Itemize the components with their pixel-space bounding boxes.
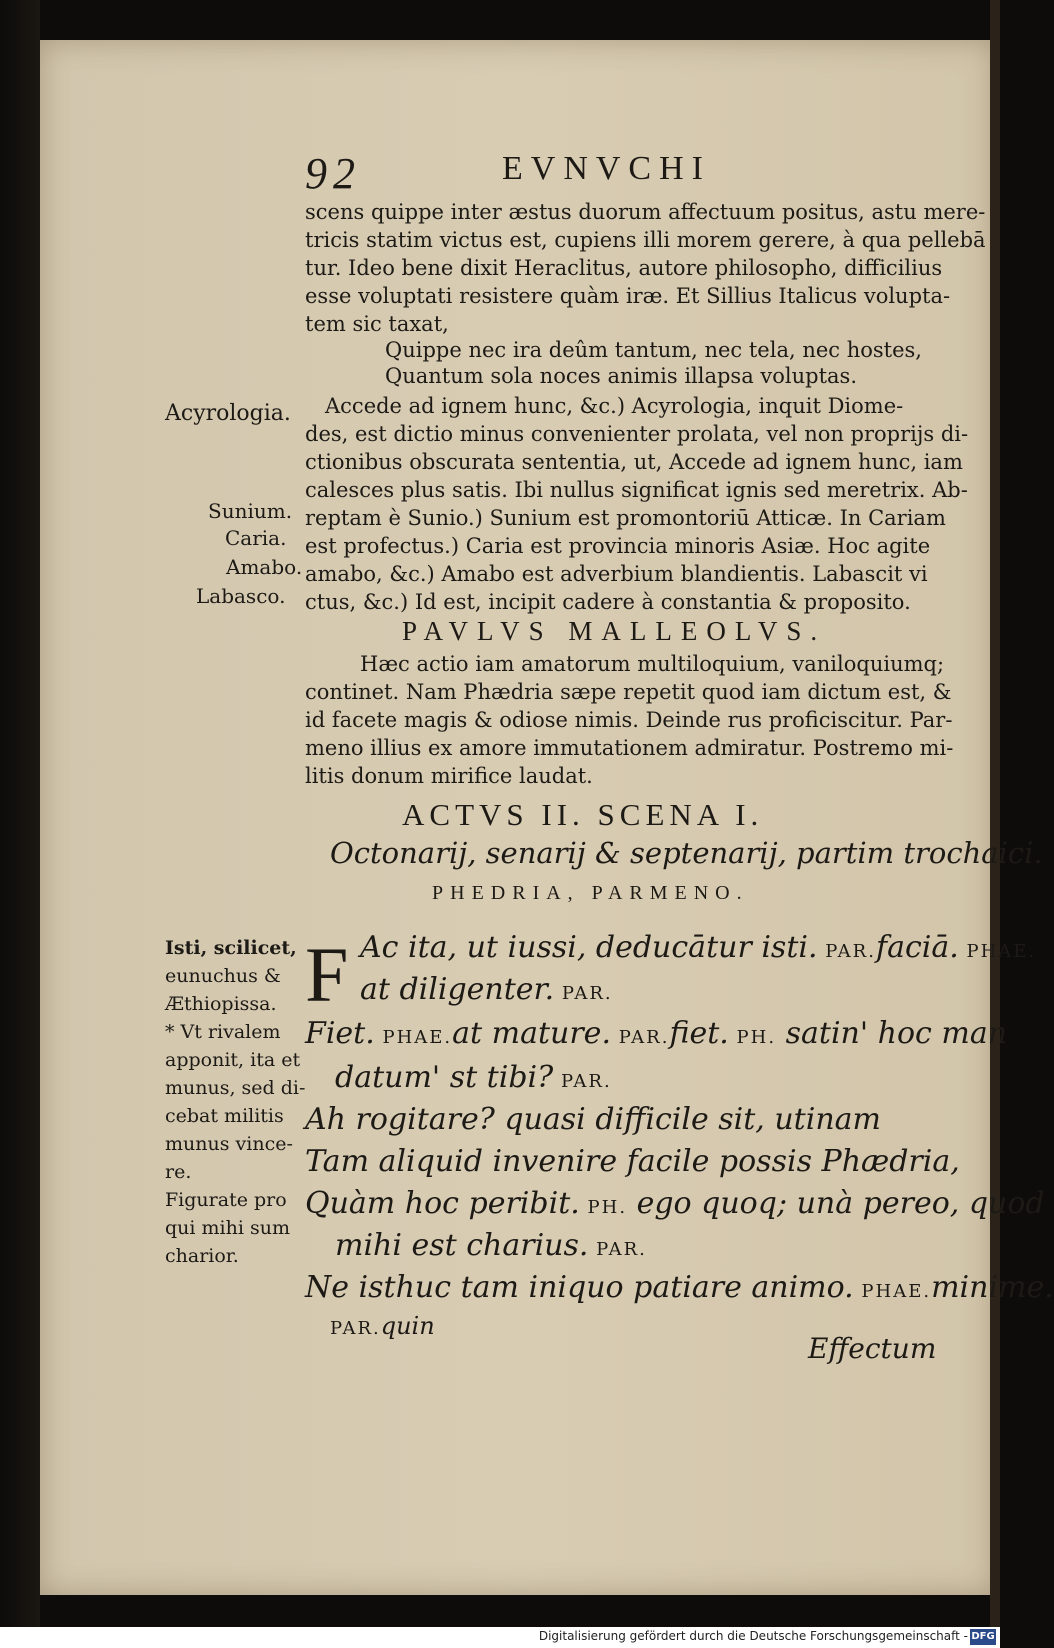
side-note-line: eunuchus &: [165, 965, 281, 987]
side-note-line: munus, sed di-: [165, 1077, 306, 1099]
dialogue-text: Tam aliquid invenire facile possis Phædria,: [305, 1144, 960, 1179]
speaker-label: PHAE.: [958, 941, 1037, 962]
commentary-line: tur. Ideo bene dixit Heraclitus, autore philosopho, difficilius: [305, 256, 943, 280]
speaker-label: PAR.: [588, 1239, 647, 1260]
speaker-label: PH.: [579, 1197, 628, 1218]
digitization-footer: [0, 1627, 1000, 1648]
speaker-label: PAR.: [817, 941, 876, 962]
side-note-line: Isti, scilicet,: [165, 937, 297, 959]
running-title: EVNVCHI: [502, 150, 711, 187]
side-note-line: * Vt rivalem: [165, 1021, 281, 1043]
side-note-line: cebat militis: [165, 1105, 284, 1127]
play-line: [305, 1270, 1054, 1305]
verse-line: Quantum sola noces animis illapsa voluptas.: [385, 364, 858, 388]
margin-term: Sunium.: [208, 499, 293, 523]
side-note-line: charior.: [165, 1245, 239, 1267]
commentary-line: tem sic taxat,: [305, 312, 449, 336]
act-heading: ACTVS II. SCENA I.: [402, 797, 764, 832]
dialogue-text: satin' hoc man: [776, 1016, 1008, 1051]
argument-line: Hæc actio iam amatorum multiloquium, vaniloquiumq;: [360, 652, 945, 676]
side-note-line: qui mihi sum: [165, 1217, 290, 1239]
dialogue-text: Fiet.: [305, 1016, 375, 1051]
drop-cap: F: [305, 931, 349, 1018]
speaker-label: PAR.: [553, 1071, 612, 1092]
play-line: [305, 1186, 1045, 1221]
gloss-line: amabo, &c.) Amabo est adverbium blandientis. Labascit vi: [305, 562, 928, 586]
dialogue-text: ego quoq; unà pereo, quod: [627, 1186, 1045, 1221]
margin-term: Acyrologia.: [165, 401, 291, 426]
play-line: [305, 1144, 960, 1179]
play-line: [305, 1016, 1007, 1051]
catchword: Effectum: [808, 1332, 937, 1365]
meter-line: Octonarij, senarij & septenarij, partim trochaici.: [330, 836, 1043, 870]
gloss-line: des, est dictio minus convenienter prolata, vel non proprijs di-: [305, 422, 969, 446]
dialogue-text: at mature.: [452, 1016, 611, 1051]
side-note-line: Æthiopissa.: [165, 993, 277, 1015]
speaker-label: PH.: [728, 1027, 777, 1048]
side-note-line: munus vince-: [165, 1133, 293, 1155]
speaker-label: PHAE.: [374, 1027, 453, 1048]
argument-line: meno illius ex amore immutationem admiratur. Postremo mi-: [305, 736, 954, 760]
footer-credit: Digitalisierung gefördert durch die Deutsche Forschungsgemeinschaft -: [538, 1629, 968, 1643]
argument-line: continet. Nam Phædria sæpe repetit quod iam dictum est, &: [305, 680, 952, 704]
gloss-line: reptam è Sunio.) Sunium est promontoriū Atticæ. In Cariam: [305, 506, 946, 530]
margin-term: Labasco.: [196, 584, 286, 608]
dialogue-text: datum' st tibi?: [335, 1060, 554, 1095]
play-line: [330, 1312, 435, 1340]
play-line: [305, 1102, 881, 1137]
commentary-line: tricis statim victus est, cupiens illi morem gerere, à qua pellebā: [305, 228, 986, 252]
dfg-logo: DFG: [970, 1629, 996, 1645]
margin-term: Caria.: [225, 526, 287, 550]
persons-line: PHEDRIA, PARMENO.: [432, 882, 749, 904]
dialogue-text: Ac ita, ut iussi, deducātur isti.: [360, 930, 818, 965]
dialogue-text: Quàm hoc peribit.: [305, 1186, 580, 1221]
play-line: [335, 1060, 612, 1095]
dialogue-text: quin: [380, 1312, 435, 1340]
commentary-line: esse voluptati resistere quàm iræ. Et Sillius Italicus volupta-: [305, 284, 951, 308]
dialogue-text: minime.: [931, 1270, 1054, 1305]
scan-gutter: [0, 0, 40, 1648]
margin-term: Amabo.: [226, 555, 303, 579]
dialogue-text: faciā.: [875, 930, 959, 965]
speaker-label: PAR.: [330, 1318, 381, 1339]
verse-line: Quippe nec ira deûm tantum, nec tela, nec hostes,: [385, 338, 922, 362]
play-line: [335, 1228, 647, 1263]
dialogue-text: mihi est charius.: [335, 1228, 589, 1263]
gloss-line: calesces plus satis. Ibi nullus significat ignis sed meretrix. Ab-: [305, 478, 968, 502]
side-note-line: apponit, ita et: [165, 1049, 301, 1071]
argument-line: litis donum mirifice laudat.: [305, 764, 593, 788]
side-note-line: re.: [165, 1161, 192, 1183]
play-line: [360, 930, 1036, 965]
speaker-label: PAR.: [610, 1027, 670, 1048]
gloss-line: Accede ad ignem hunc, &c.) Acyrologia, inquit Diome-: [325, 394, 904, 418]
dialogue-text: Ah rogitare? quasi difficile sit, utinam: [305, 1102, 881, 1137]
play-line: [360, 972, 613, 1007]
section-title: PAVLVS MALLEOLVS.: [402, 616, 827, 646]
page-number: 92: [305, 149, 361, 198]
argument-line: id facete magis & odiose nimis. Deinde rus proficiscitur. Par-: [305, 708, 953, 732]
dialogue-text: Ne isthuc tam iniquo patiare animo.: [305, 1270, 854, 1305]
speaker-label: PHAE.: [853, 1281, 932, 1302]
commentary-line: scens quippe inter æstus duorum affectuum positus, astu mere-: [305, 200, 986, 224]
scan-right-edge: [990, 0, 1000, 1648]
side-note-line: Figurate pro: [165, 1189, 287, 1211]
gloss-line: ctionibus obscurata sententia, ut, Accede ad ignem hunc, iam: [305, 450, 963, 474]
dialogue-text: at diligenter.: [360, 972, 555, 1007]
gloss-line: est profectus.) Caria est provincia minoris Asiæ. Hoc agite: [305, 534, 931, 558]
speaker-label: PAR.: [554, 983, 613, 1004]
dialogue-text: fiet.: [669, 1016, 729, 1051]
gloss-line: ctus, &c.) Id est, incipit cadere à constantia & proposito.: [305, 590, 911, 614]
